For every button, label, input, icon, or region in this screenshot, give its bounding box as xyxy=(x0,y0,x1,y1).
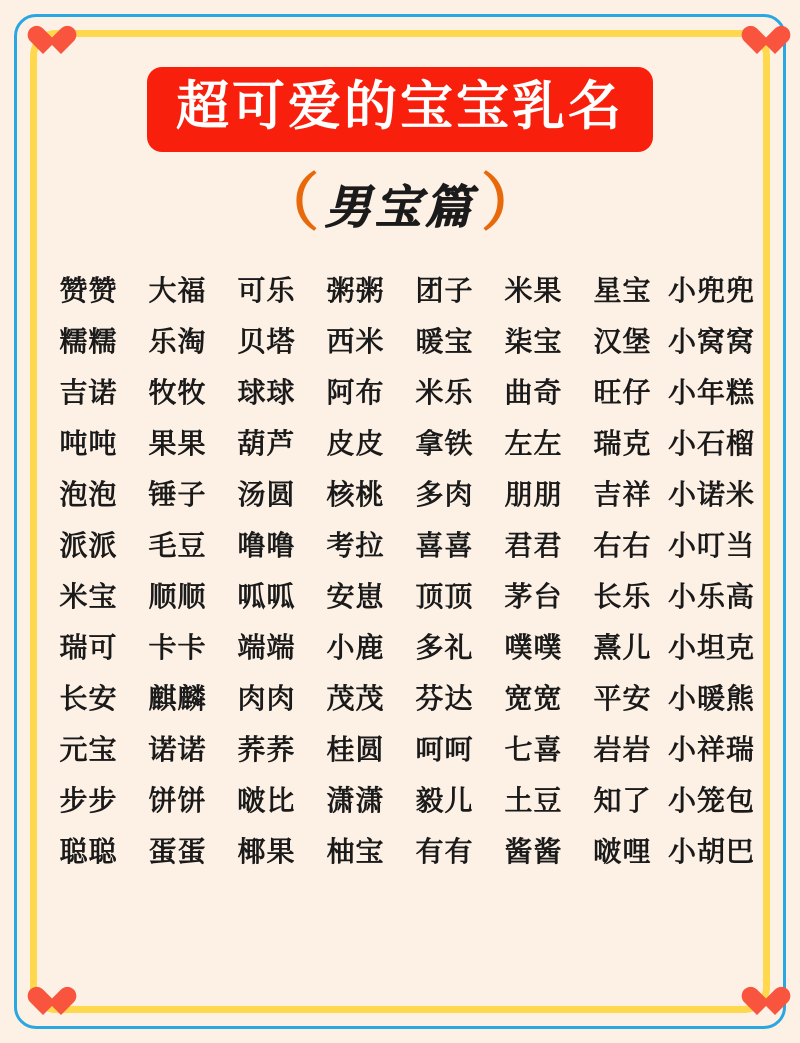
list-item: 小坦克 xyxy=(667,632,755,664)
list-item: 核桃 xyxy=(326,479,385,511)
list-item: 肉肉 xyxy=(237,683,296,715)
list-item: 旺仔 xyxy=(593,377,652,409)
poster-content xyxy=(44,44,756,999)
table-row xyxy=(44,620,756,671)
list-item: 贝塔 xyxy=(237,326,296,358)
list-item: 桂圆 xyxy=(326,734,385,766)
table-row xyxy=(44,569,756,620)
list-item: 团子 xyxy=(415,275,474,307)
list-item: 诺诺 xyxy=(148,734,207,766)
list-item: 卡卡 xyxy=(148,632,207,664)
list-item: 小诺米 xyxy=(667,479,755,511)
list-item: 知了 xyxy=(593,785,652,817)
list-item: 锤子 xyxy=(148,479,207,511)
list-item: 喜喜 xyxy=(415,530,474,562)
list-item: 呱呱 xyxy=(237,581,296,613)
list-item: 暖宝 xyxy=(415,326,474,358)
list-item: 宽宽 xyxy=(504,683,563,715)
list-item: 吉祥 xyxy=(593,479,652,511)
list-item: 西米 xyxy=(326,326,385,358)
list-item: 拿铁 xyxy=(415,428,474,460)
list-item: 饼饼 xyxy=(148,785,207,817)
list-item: 葫芦 xyxy=(237,428,296,460)
list-item: 君君 xyxy=(504,530,563,562)
list-item: 米乐 xyxy=(415,377,474,409)
list-item: 芬达 xyxy=(415,683,474,715)
list-item: 潇潇 xyxy=(326,785,385,817)
list-item: 噜噜 xyxy=(237,530,296,562)
list-item: 多礼 xyxy=(415,632,474,664)
list-item: 汤圆 xyxy=(237,479,296,511)
list-item: 汉堡 xyxy=(593,326,652,358)
list-item: 球球 xyxy=(237,377,296,409)
list-item: 岩岩 xyxy=(593,734,652,766)
list-item: 聪聪 xyxy=(59,836,118,868)
list-item: 端端 xyxy=(237,632,296,664)
list-item: 小年糕 xyxy=(667,377,755,409)
table-row xyxy=(44,824,756,875)
list-item: 椰果 xyxy=(237,836,296,868)
list-item: 瑞克 xyxy=(593,428,652,460)
list-item: 茅台 xyxy=(504,581,563,613)
list-item: 小笼包 xyxy=(667,785,755,817)
subtitle xyxy=(251,171,549,237)
list-item: 酱酱 xyxy=(504,836,563,868)
list-item: 毛豆 xyxy=(148,530,207,562)
list-item: 长安 xyxy=(59,683,118,715)
list-item: 可乐 xyxy=(237,275,296,307)
list-item: 吉诺 xyxy=(59,377,118,409)
list-item: 长乐 xyxy=(593,581,652,613)
list-item: 小兜兜 xyxy=(667,275,755,307)
list-item: 瑞可 xyxy=(59,632,118,664)
list-item: 顶顶 xyxy=(415,581,474,613)
list-item: 阿布 xyxy=(326,377,385,409)
list-item: 麒麟 xyxy=(148,683,207,715)
list-item: 曲奇 xyxy=(504,377,563,409)
table-row xyxy=(44,365,756,416)
list-item: 平安 xyxy=(593,683,652,715)
list-item: 果果 xyxy=(148,428,207,460)
list-item: 有有 xyxy=(415,836,474,868)
list-item: 小叮当 xyxy=(667,530,755,562)
list-item: 泡泡 xyxy=(59,479,118,511)
page-title: 超可爱的宝宝乳名 xyxy=(176,78,624,136)
list-item: 牧牧 xyxy=(148,377,207,409)
list-item: 小祥瑞 xyxy=(667,734,755,766)
table-row xyxy=(44,773,756,824)
list-item: 赞赞 xyxy=(59,275,118,307)
list-item: 星宝 xyxy=(593,275,652,307)
table-row xyxy=(44,416,756,467)
list-item: 小石榴 xyxy=(667,428,755,460)
list-item: 派派 xyxy=(59,530,118,562)
table-row xyxy=(44,314,756,365)
list-item: 啵比 xyxy=(237,785,296,817)
table-row xyxy=(44,263,756,314)
list-item: 土豆 xyxy=(504,785,563,817)
list-item: 步步 xyxy=(59,785,118,817)
list-item: 小窝窝 xyxy=(667,326,755,358)
list-item: 粥粥 xyxy=(326,275,385,307)
list-item: 小鹿 xyxy=(326,632,385,664)
list-item: 元宝 xyxy=(59,734,118,766)
table-row xyxy=(44,671,756,722)
table-row xyxy=(44,467,756,518)
list-item: 糯糯 xyxy=(59,326,118,358)
subtitle-label: 男宝篇 xyxy=(325,182,475,234)
title-banner xyxy=(150,70,650,149)
list-item: 呵呵 xyxy=(415,734,474,766)
list-item: 多肉 xyxy=(415,479,474,511)
list-item: 蛋蛋 xyxy=(148,836,207,868)
list-item: 小暖熊 xyxy=(667,683,755,715)
list-item: 皮皮 xyxy=(326,428,385,460)
list-item: 左左 xyxy=(504,428,563,460)
list-item: 柚宝 xyxy=(326,836,385,868)
list-item: 荞荞 xyxy=(237,734,296,766)
table-row xyxy=(44,518,756,569)
list-item: 小胡巴 xyxy=(667,836,755,868)
table-row xyxy=(44,722,756,773)
list-item: 啵哩 xyxy=(593,836,652,868)
list-item: 柒宝 xyxy=(504,326,563,358)
list-item: 米果 xyxy=(504,275,563,307)
list-item: 吨吨 xyxy=(59,428,118,460)
list-item: 茂茂 xyxy=(326,683,385,715)
list-item: 噗噗 xyxy=(504,632,563,664)
list-item: 考拉 xyxy=(326,530,385,562)
list-item: 小乐高 xyxy=(667,581,755,613)
name-list xyxy=(44,263,756,875)
list-item: 大福 xyxy=(148,275,207,307)
list-item: 米宝 xyxy=(59,581,118,613)
list-item: 毅儿 xyxy=(415,785,474,817)
list-item: 朋朋 xyxy=(504,479,563,511)
list-item: 乐淘 xyxy=(148,326,207,358)
list-item: 七喜 xyxy=(504,734,563,766)
list-item: 右右 xyxy=(593,530,652,562)
subtitle-paren-left: （ xyxy=(256,170,319,239)
subtitle-paren-right: ） xyxy=(481,170,544,239)
list-item: 安崽 xyxy=(326,581,385,613)
list-item: 顺顺 xyxy=(148,581,207,613)
list-item: 熹儿 xyxy=(593,632,652,664)
